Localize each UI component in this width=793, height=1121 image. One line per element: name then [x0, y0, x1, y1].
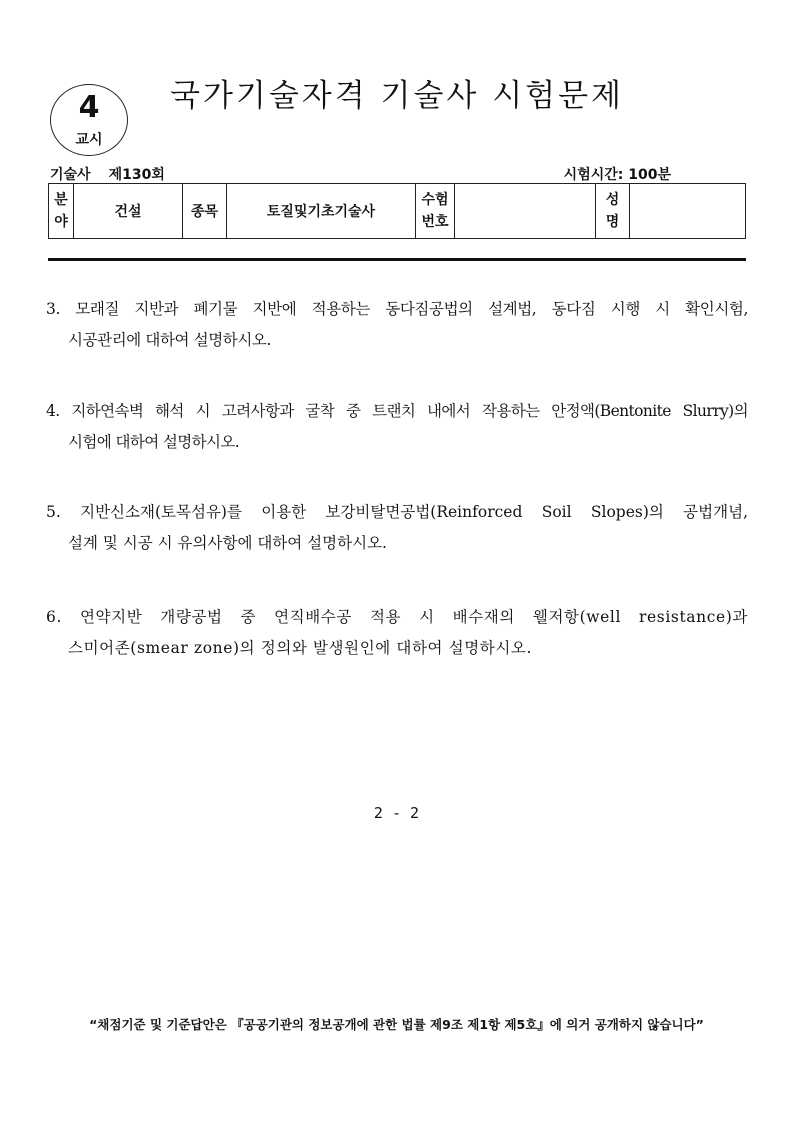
question-4-line-2: 시험에 대하여 설명하시오.: [68, 433, 240, 451]
header-divider: [48, 258, 746, 261]
session-label: 교시: [75, 132, 103, 148]
exam-round: 제130회: [108, 167, 165, 183]
field-label-1: 분: [54, 192, 68, 208]
type-value: 토질및기초기술사: [227, 184, 416, 239]
name-field[interactable]: [630, 184, 746, 239]
session-number: 4: [78, 90, 100, 125]
field-label-cell: [49, 184, 74, 239]
name-label-1: 성: [605, 192, 620, 208]
exam-info: [50, 164, 165, 184]
question-5-line-2: 설계 및 시공 시 유의사항에 대하여 설명하시오.: [68, 534, 387, 552]
name-label-cell: [596, 184, 630, 239]
question-3: [46, 294, 748, 356]
examnum-field[interactable]: [455, 184, 596, 239]
exam-category: 기술사: [50, 167, 91, 183]
question-3-line-1: 3. 모래질 지반과 폐기물 지반에 적용하는 동다짐공법의 설계법, 동다짐 시행 시 확인시험,: [46, 300, 748, 318]
examnum-label-1: 수험: [421, 192, 449, 208]
field-label-2: 야: [54, 214, 68, 230]
exam-duration: 시험시간: 100분: [563, 167, 671, 183]
exam-info-table: [48, 183, 746, 239]
question-3-line-2: 시공관리에 대하여 설명하시오.: [68, 331, 272, 349]
question-6-line-1: 6. 연약지반 개량공법 중 연직배수공 적용 시 배수재의 웰저항(well resistance)과: [46, 608, 748, 626]
page-number: 2 - 2: [373, 804, 420, 822]
examnum-label-cell: [416, 184, 455, 239]
question-4-line-1: 4. 지하연속벽 해석 시 고려사항과 굴착 중 트랜치 내에서 작용하는 안정액(Bentonite Slurry)의: [46, 402, 748, 420]
question-6: [46, 602, 748, 664]
question-6-line-2: 스미어존(smear zone)의 정의와 발생원인에 대하여 설명하시오.: [68, 639, 533, 657]
session-badge: [50, 84, 128, 156]
name-label-2: 명: [605, 214, 620, 230]
type-label: 종목: [183, 184, 227, 239]
examnum-label-2: 번호: [421, 214, 449, 230]
page-title: 국가기술자격 기술사 시험문제: [170, 78, 625, 114]
question-5: [46, 497, 748, 559]
question-4: [46, 396, 748, 458]
question-5-line-1: 5. 지반신소재(토목섬유)를 이용한 보강비탈면공법(Reinforced Soil Slopes)의 공법개념,: [46, 503, 748, 521]
field-value: 건설: [74, 184, 183, 239]
footer-notice: “채점기준 및 기준답안은 『공공기관의 정보공개에 관한 법률 제9조 제1항 제5호』에 의거 공개하지 않습니다”: [89, 1017, 704, 1032]
